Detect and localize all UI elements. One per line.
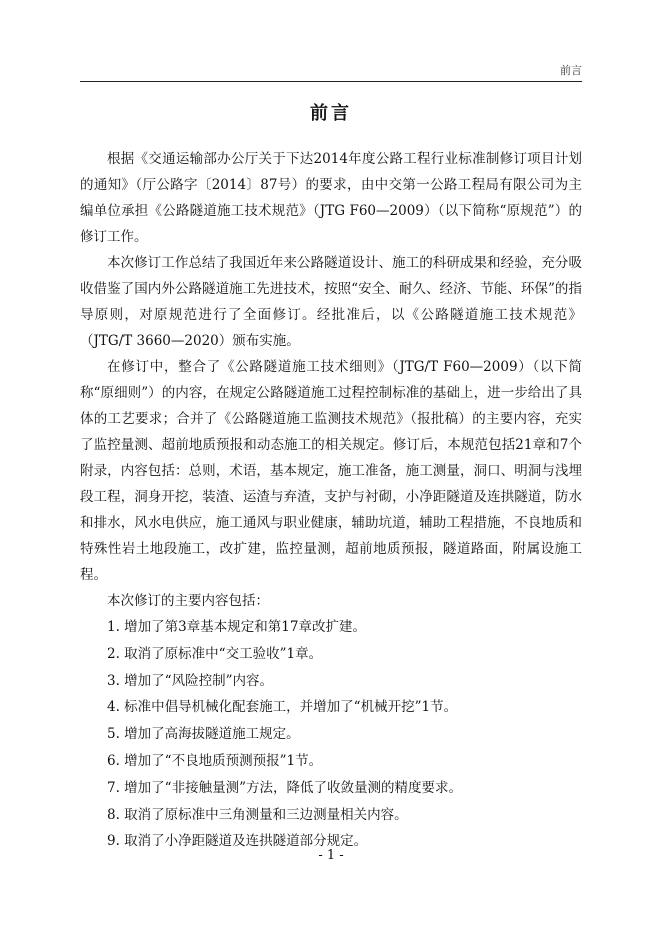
list-item: 4. 标准中倡导机械化配套施工，并增加了“机械开挖”1节。 xyxy=(107,699,458,716)
list-item: 1. 增加了第3章基本规定和第17章改扩建。 xyxy=(107,619,366,635)
list-item: 8. 取消了原标准中三角测量和三边测量相关内容。 xyxy=(107,806,408,823)
list-item: 9. 取消了小净距隧道及连拱隧道部分规定。 xyxy=(107,833,368,850)
page-title: 前言 xyxy=(310,103,352,124)
list-item: 2. 取消了原标准中“交工验收”1章。 xyxy=(107,645,323,662)
list-item: 5. 增加了高海拔隧道施工规定。 xyxy=(107,726,300,743)
changes-list xyxy=(80,614,582,855)
page-number: - 1 - xyxy=(318,848,344,863)
list-item: 3. 增加了“风险控制”内容。 xyxy=(107,672,273,689)
paragraph-summary: 本次修订工作总结了我国近年来公路隧道设计、施工的科研成果和经验，充分吸收借鉴了国内外公路隧道施工先进技术，按照“安全、耐久、经济、节能、环保”的指导原则，对原规范进行了全面修订。经批准后，以《公路隧道施工技术规范》（JTG/T 3660—2020）颁布实施。 xyxy=(80,255,582,349)
paragraph-background: 根据《交通运输部办公厅关于下达2014年度公路工程行业标准制修订项目计划的通知》（厅公路字〔2014〕87号）的要求，由中交第一公路工程局有限公司为主编单位承担《公路隧道施工技术规范》（JTG F60—2009）（以下简称“原规范”）的修订工作。 xyxy=(80,151,582,245)
paragraph-contents: 在修订中，整合了《公路隧道施工技术细则》（JTG/T F60—2009）（以下简称“原细则”）的内容，在规定公路隧道施工过程控制标准的基础上，进一步给出了具体的工艺要求；合并了《公路隧道施工监测技术规范》（报批稿）的主要内容，充实了监控量测、超前地质预报和动态施工的相关规定。修订后，本规范包括21章和7个附录，内容包括：总则，术语，基本规定，施工准备，施工测量，洞口、明洞与浅埋段工程，洞身开挖，装渣、运渣与弃渣，支护与衬砌，小净距隧道及连拱隧道，防水和排水，风水电供应，施工通风与职业健康，辅助坑道，辅助工程措施，不良地质和特殊性岩土地段施工，改扩建，监控量测，超前地质预报，隧道路面，附属设施工程。 xyxy=(80,359,582,583)
header-divider xyxy=(80,81,582,82)
running-header: 前言 xyxy=(560,64,582,77)
document-body xyxy=(80,146,582,855)
paragraph-changes-intro: 本次修订的主要内容包括： xyxy=(107,593,269,609)
list-item: 7. 增加了“非接触量测”方法，降低了收敛量测的精度要求。 xyxy=(107,779,462,796)
list-item: 6. 增加了“不良地质预测预报”1节。 xyxy=(107,752,323,769)
